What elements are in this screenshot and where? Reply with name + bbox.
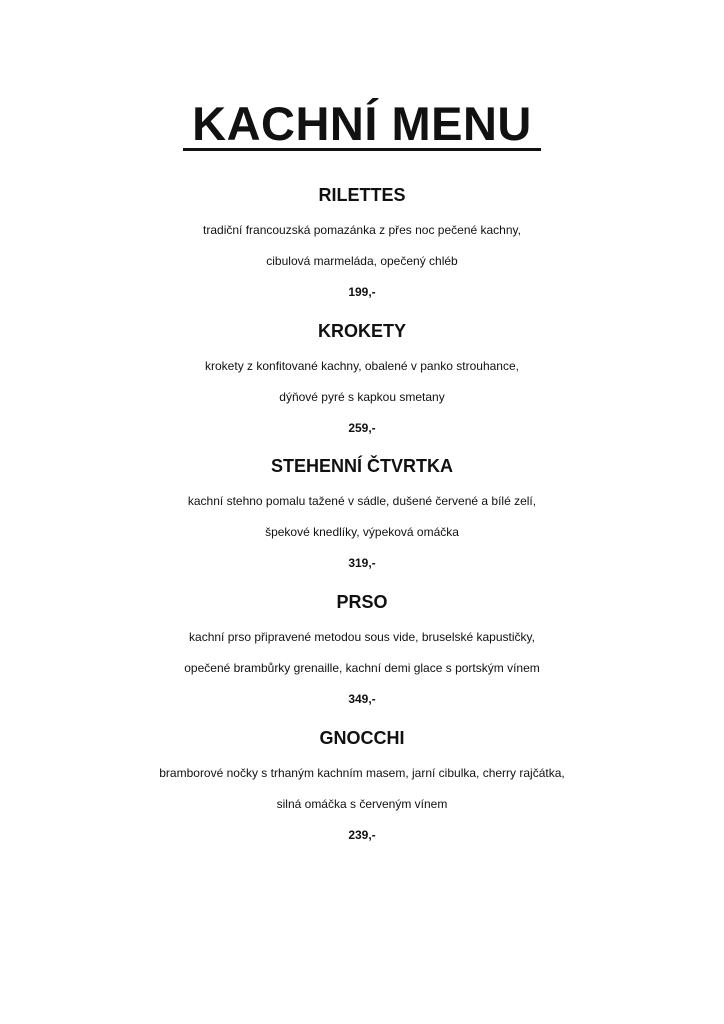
dish-price: 199,- xyxy=(348,285,376,299)
dish-description-line: silná omáčka s červeným vínem xyxy=(276,797,448,811)
dish-description-line: opečené brambůrky grenaille, kachní demi glace s portským vínem xyxy=(184,661,540,675)
dish-description-line: krokety z konfitované kachny, obalené v panko strouhance, xyxy=(205,359,519,373)
dish-description-line: bramborové nočky s trhaným kachním masem, jarní cibulka, cherry rajčátka, xyxy=(159,766,565,780)
dish-description-line: špekové knedlíky, výpeková omáčka xyxy=(265,525,459,539)
dish-name: STEHENNÍ ČTVRTKA xyxy=(270,456,453,476)
title-underline xyxy=(183,148,541,151)
dish-description-line: kachní stehno pomalu tažené v sádle, dušené červené a bílé zelí, xyxy=(187,494,537,508)
dish-price: 319,- xyxy=(348,556,376,570)
dish-price: 239,- xyxy=(348,828,376,842)
dish-name: KROKETY xyxy=(317,321,406,341)
dish-price: 259,- xyxy=(348,421,376,435)
dish-description-line: tradiční francouzská pomazánka z přes noc pečené kachny, xyxy=(203,223,521,237)
dish-description-line: kachní prso připravené metodou sous vide, bruselské kapustičky, xyxy=(189,630,535,644)
dish-name: PRSO xyxy=(336,592,388,612)
dish-name: GNOCCHI xyxy=(319,728,405,748)
dish-description-line: dýňové pyré s kapkou smetany xyxy=(279,390,445,404)
dish-price: 349,- xyxy=(348,692,376,706)
dish-name: RILETTES xyxy=(318,185,406,205)
dish-description-line: cibulová marmeláda, opečený chléb xyxy=(266,254,458,268)
menu-title: KACHNÍ MENU xyxy=(192,97,532,150)
